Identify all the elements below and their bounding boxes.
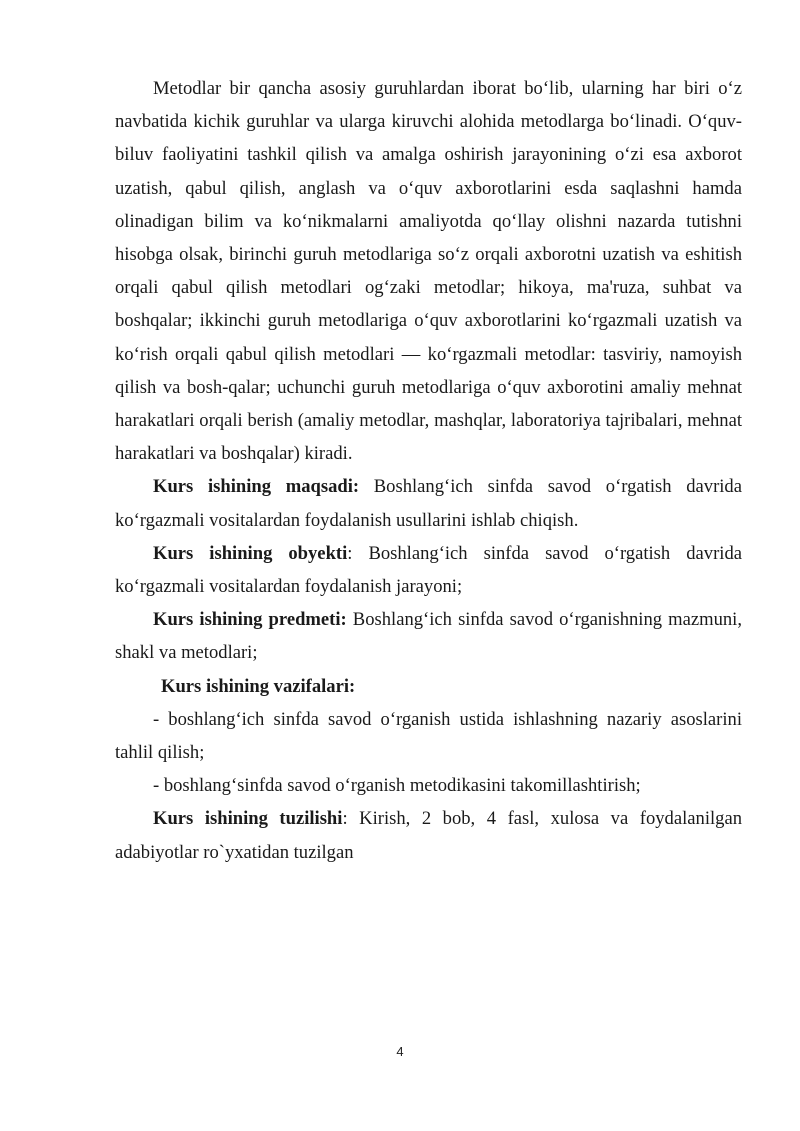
object-text: : Boshlang‘ich sinfda savod o‘rgatish davrida ko‘rgazmali vositalardan foydalanish jarayoni; (115, 542, 742, 598)
intro-paragraph: Metodlar bir qancha asosiy guruhlardan iborat bo‘lib, ularning har biri o‘z navbatida kichik guruhlar va ularga kiruvchi alohida metodlarga bo‘linadi. O‘quv-biluv faoliyatini tashkil qilish va amalga oshirish jarayonining o‘zi esa axborot uzatish, qabul qilish, anglash va o‘quv axborotlarini esda saqlashni hamda olinadigan bilim va ko‘nikmalarni amaliyotda qo‘llay olishni nazarda tutishni hisobga olsak, birinchi guruh metodlariga so‘z orqali axborotni uzatish va eshitish orqali qabul qilish metodlari og‘zaki metodlar; hikoya, ma'ruza, suhbat va boshqalar; ikkinchi guruh metodlariga o‘quv axborotlarini ko‘rgazmali uzatish va ko‘rish orqali qabul qilish metodlari — ko‘rgazmali metodlar: tasviriy, namoyish qilish va bosh-qalar; uchunchi guruh metodlariga o‘quv axborotini amaliy mehnat harakatlari orqali berish (amaliy metodlar, mashqlar, laboratoriya tajribalari, mehnat harakatlari va boshqalar) kiradi. (115, 78, 742, 465)
goal-paragraph (115, 470, 742, 536)
page-number: 4 (396, 1044, 404, 1059)
tasks-heading (115, 670, 742, 703)
object-label: Kurs ishining obyekti (153, 542, 348, 564)
task-item: - boshlang‘ich sinfda savod o‘rganish ustida ishlashning nazariy asoslarini tahlil qilish; (115, 708, 742, 764)
goal-label: Kurs ishining maqsadi: (153, 476, 360, 498)
subject-paragraph (115, 603, 742, 669)
tasks-label: Kurs ishining vazifalari: (161, 675, 356, 697)
goal-text: Boshlang‘ich sinfda savod o‘rgatish davrida ko‘rgazmali vositalardan foydalanish usullarini ishlab chiqish. (115, 476, 742, 531)
structure-paragraph (115, 802, 742, 868)
structure-label: Kurs ishining tuzilishi (153, 808, 343, 830)
document-body (115, 72, 742, 869)
subject-text: Boshlang‘ich sinfda savod o‘rganishning mazmuni, shakl va metodlari; (115, 609, 742, 664)
task-item: - boshlang‘sinfda savod o‘rganish metodikasini takomillashtirish; (153, 775, 641, 797)
object-paragraph (115, 537, 742, 603)
structure-text: : Kirish, 2 bob, 4 fasl, xulosa va foydalanilgan adabiyotlar ro`yxatidan tuzilgan (115, 808, 742, 863)
subject-label: Kurs ishining predmeti: (153, 609, 347, 631)
